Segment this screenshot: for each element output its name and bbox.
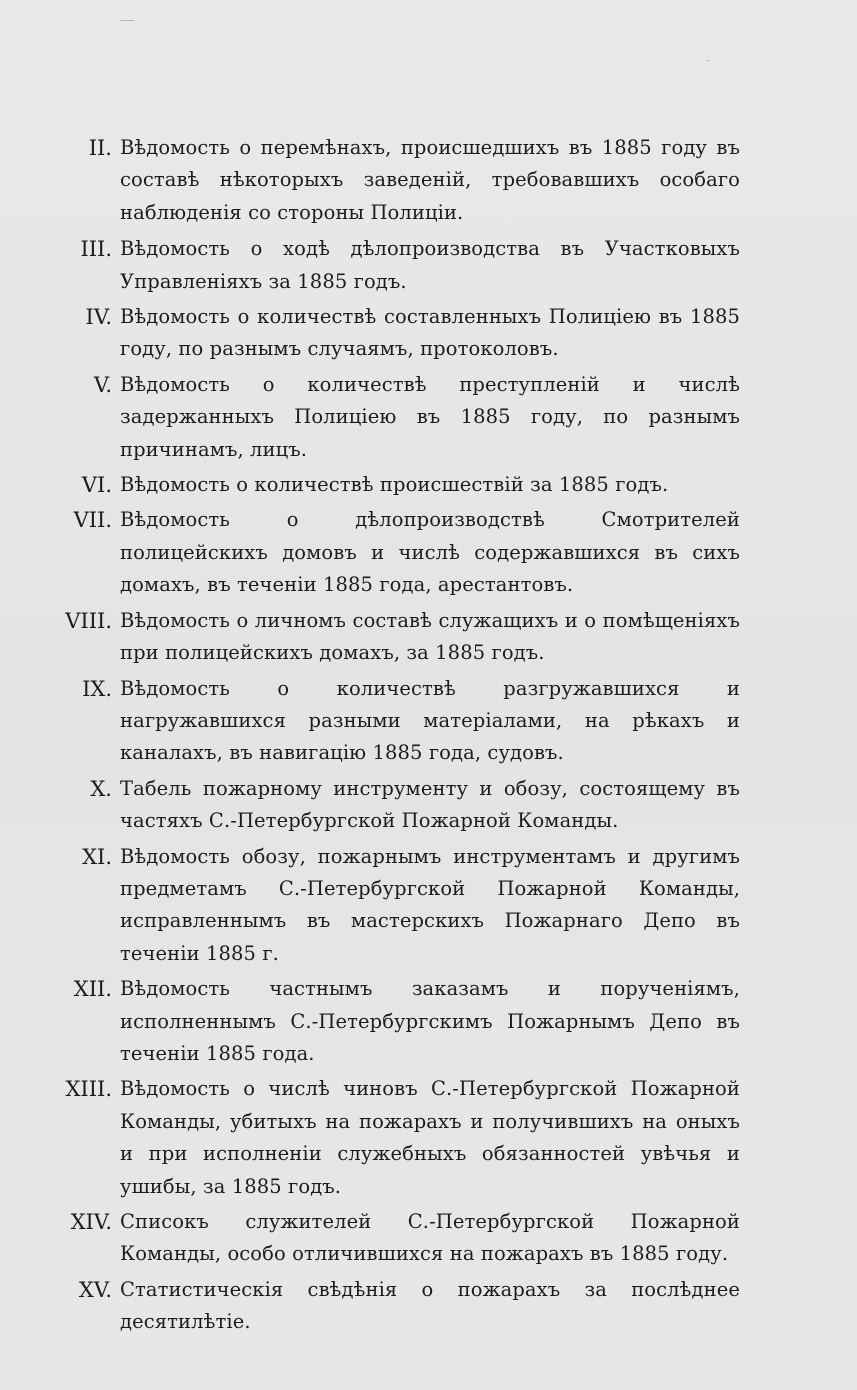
item-number: VII. [73,508,112,533]
item-text: Вѣдомость о перемѣнахъ, происшедшихъ въ 1885 году въ составѣ нѣкоторыхъ заведеній, требовавшихъ особаго наблюденія со стороны Полиціи. [120,136,740,224]
item-text: Статистическія свѣдѣнія о пожарахъ за послѣднее десятилѣтіе. [120,1277,740,1334]
item-text: Вѣдомость о ходѣ дѣлопроизводства въ Участковыхъ Управленіяхъ за 1885 годъ. [120,237,740,293]
item-text: Вѣдомость частнымъ заказамъ и порученіямъ, исполненнымъ С.-Петербургскимъ Пожарнымъ Депо въ теченіи 1885 года. [120,977,740,1065]
list-item [60,973,740,1070]
scan-mark [706,60,709,61]
list-item [60,605,740,670]
item-text: Вѣдомость о числѣ чиновъ С.-Петербургской Пожарной Команды, убитыхъ на пожарахъ и получившихъ на оныхъ и при исполненіи служебныхъ обязанностей увѣчья и ушибы, за 1885 годъ. [120,1077,740,1198]
item-number: III. [80,237,112,262]
list-item [60,233,740,298]
item-number: XV. [78,1277,112,1302]
list-item [60,504,740,601]
item-number: IX. [82,676,112,701]
list-item [60,841,740,971]
item-text: Вѣдомость о количествѣ разгружавшихся и нагружавшихся разными матеріалами, на рѣкахъ и каналахъ, въ навигацію 1885 года, судовъ. [120,676,740,765]
list-item [60,1206,740,1271]
item-text: Табель пожарному инструменту и обозу, состоящему въ частяхъ С.-Петербургской Пожарной Команды. [120,776,740,833]
list-item [60,132,740,229]
item-text: Вѣдомость обозу, пожарнымъ инструментамъ и другимъ предметамъ С.-Петербургской Пожарной Команды, исправленнымъ въ мастерскихъ Пожарнаго Депо въ теченіи 1885 г. [120,844,740,965]
list-item [60,773,740,838]
item-text: Вѣдомость о количествѣ преступленій и числѣ задержанныхъ Полиціею въ 1885 году, по разнымъ причинамъ, лицъ. [120,372,740,461]
list-item [60,1274,740,1339]
item-text: Вѣдомость о количествѣ происшествій за 1885 годъ. [120,473,669,497]
list-item [60,673,740,770]
item-number: X. [90,776,112,801]
item-number: IV. [85,305,112,330]
item-number: XII. [73,977,112,1002]
item-number: II. [88,136,112,160]
scan-mark [120,20,134,21]
item-number: V. [93,372,112,397]
list-item [60,369,740,466]
list-item [60,1073,740,1203]
item-text: Списокъ служителей С.-Петербургской Пожарной Команды, особо отличившихся на пожарахъ въ 1885 году. [120,1210,740,1266]
item-number: VI. [81,473,112,498]
appendix-list [60,132,740,1339]
item-text: Вѣдомость о личномъ составѣ служащихъ и о помѣщеніяхъ при полицейскихъ домахъ, за 1885 годъ. [120,608,740,665]
item-number: VIII. [65,608,112,633]
item-text: Вѣдомость о дѣлопроизводствѣ Смотрителей полицейскихъ домовъ и числѣ содержавшихся въ сихъ домахъ, въ теченіи 1885 года, арестантовъ. [120,508,740,597]
item-text: Вѣдомость о количествѣ составленныхъ Полиціею въ 1885 году, по разнымъ случаямъ, протоколовъ. [120,305,740,361]
list-item [60,301,740,366]
item-number: XI. [82,844,112,869]
item-number: XIV. [70,1210,112,1234]
item-number: XIII. [65,1077,112,1102]
list-item [60,469,740,501]
